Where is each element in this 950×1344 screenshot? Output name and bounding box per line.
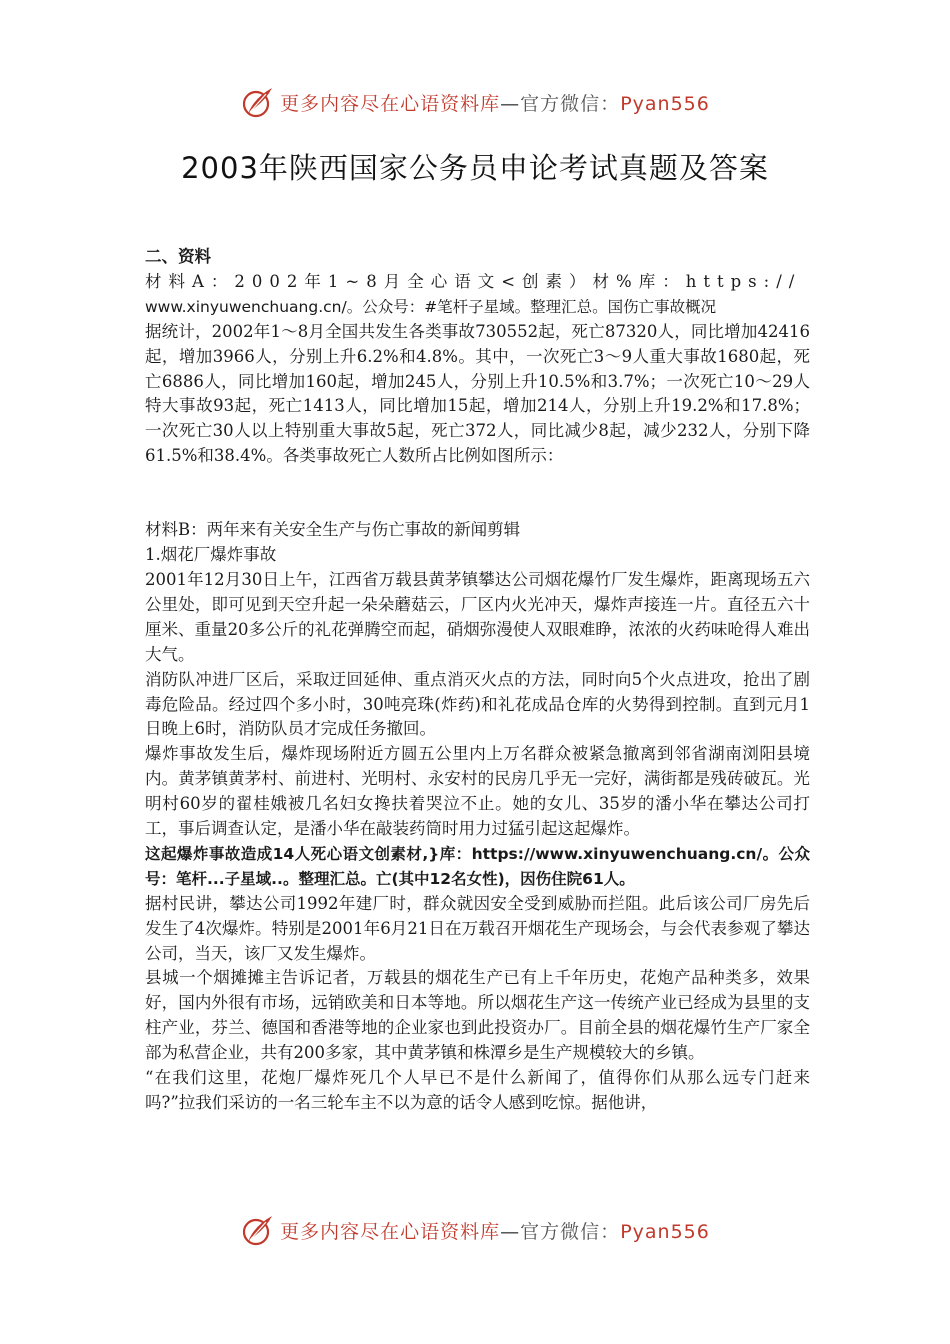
- paragraph-3: 爆炸事故发生后，爆炸现场附近方圆五公里内上万名群众被紧急撤离到邻省湖南浏阳县境内。黄茅镇黄茅村、前进村、光明村、永安村的民房几乎无一完好，满街都是残砖破瓦。光明村60岁的翟桂娥被几名妇女搀扶着哭泣不止。她的女儿、35岁的潘小华在攀达公司打工，事后调查认定，是潘小华在敲装药筒时用力过猛引起这起爆炸。: [145, 744, 810, 839]
- document-body: [145, 245, 810, 1116]
- material-a-heading: 材料A：2002年1~8月全心语文<创素）材%库：https://: [145, 271, 802, 291]
- paragraph-4: 这起爆炸事故造成14人死心语文创素材,}库：https://www.xinyuwenchuang.cn/。公众号：笔杆...子星域..。整理汇总。亡(其中12名女性)，因伤住院61人。: [145, 844, 810, 888]
- paragraph-5: 据村民讲，攀达公司1992年建厂时，群众就因安全受到威胁而拦阻。此后该公司厂房先后发生了4次爆炸。特别是2001年6月21日在万载召开烟花生产现场会，与会代表参观了攀达公司，当天，该厂又发生爆炸。: [145, 893, 810, 963]
- material-b-heading: 材料B：两年来有关安全生产与伤亡事故的新闻剪辑: [145, 520, 521, 540]
- paragraph-6: 县城一个烟摊摊主告诉记者，万载县的烟花生产已有上千年历史，花炮产品种类多，效果好，国内外很有市场，远销欧美和日本等地。所以烟花生产这一传统产业已经成为县里的支柱产业，芬兰、德国和香港等地的企业家也到此投资办厂。目前全县的烟花爆竹生产厂家全部为私营企业，共有200多家，其中黄茅镇和株潭乡是生产规模较大的乡镇。: [145, 968, 810, 1063]
- banner-text: 更多内容尽在心语资料库—官方微信：Pyan556: [280, 92, 710, 115]
- chart-placeholder: [145, 469, 810, 518]
- section-heading: 二、资料: [145, 247, 211, 266]
- footer-banner: [0, 1210, 950, 1250]
- feather-pen-logo-icon: [240, 1212, 276, 1248]
- paragraph-2: 消防队冲进厂区后，采取迂回延伸、重点消灭火点的方法，同时向5个火点进攻，抢出了剧毒危险品。经过四个多小时，30吨亮珠(炸药)和礼花成品仓库的火势得到控制。直到元月1日晚上6时，消防队员才完成任务撤回。: [145, 669, 810, 739]
- paragraph-1: 2001年12月30日上午，江西省万载县黄茅镇攀达公司烟花爆竹厂发生爆炸，距离现场五六公里处，即可见到天空升起一朵朵蘑菇云，厂区内火光冲天，爆炸声接连一片。直径五六十厘米、重量20多公斤的礼花弹腾空而起，硝烟弥漫使人双眼难睁，浓浓的火药味呛得人难出大气。: [145, 569, 810, 664]
- material-a-heading-cont: www.xinyuwenchuang.cn/。公众号：#笔杆子星域。整理汇总。国伤亡事故概况: [145, 297, 717, 316]
- banner-text: 更多内容尽在心语资料库—官方微信：Pyan556: [280, 1220, 710, 1243]
- paragraph-7: “在我们这里，花炮厂爆炸死几个人早已不是什么新闻了，值得你们从那么远专门赶来吗?”拉我们采访的一名三轮车主不以为意的话令人感到吃惊。据他讲，: [145, 1068, 810, 1112]
- material-b-subheading: 1.烟花厂爆炸事故: [145, 545, 277, 565]
- material-a-paragraph: 据统计，2002年1～8月全国共发生各类事故730552起，死亡87320人，同比增加42416起，增加3966人，分别上升6.2%和4.8%。其中，一次死亡3～9人重大事故1680起，死亡6886人，同比增加160起，增加245人，分别上升10.5%和3.7%；一次死亡10～29人特大事故93起，死亡1413人，同比增加15起，增加214人，分别上升19.2%和17.8%；一次死亡30人以上特别重大事故5起，死亡372人，同比减少8起，减少232人，分别下降61.5%和38.4%。各类事故死亡人数所占比例如图所示：: [145, 321, 810, 466]
- page-title: 2003年陕西国家公务员申论考试真题及答案: [181, 151, 769, 185]
- feather-pen-logo-icon: [240, 84, 276, 120]
- header-banner: [0, 82, 950, 122]
